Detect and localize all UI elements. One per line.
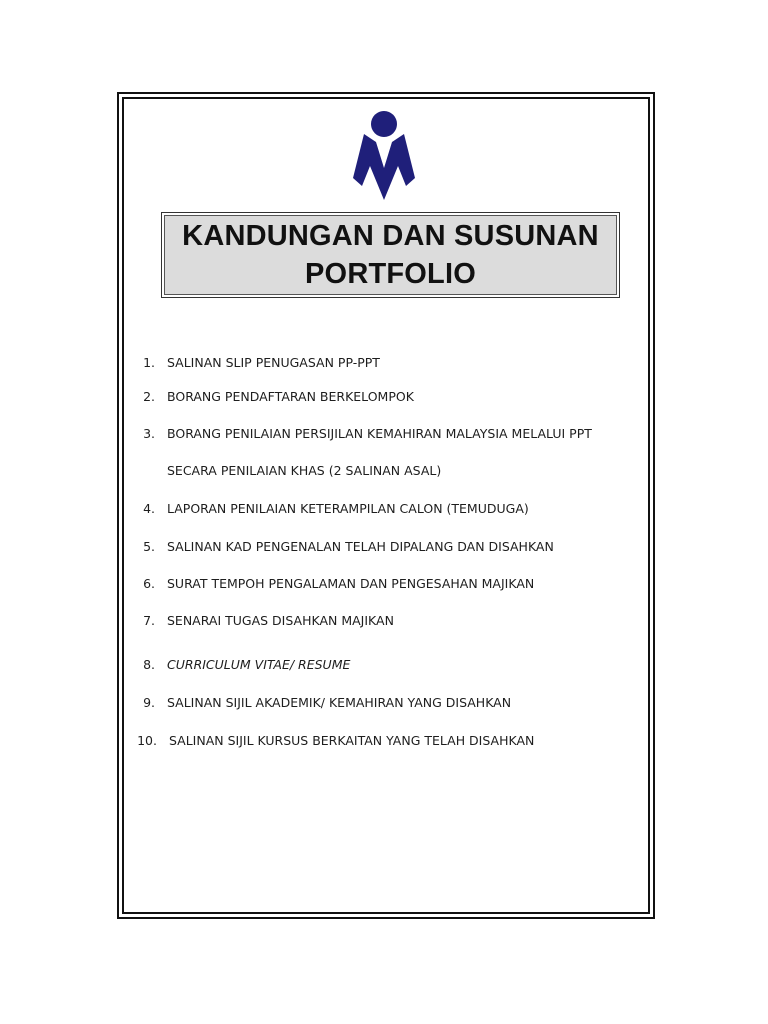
list-item-number: 7. bbox=[143, 613, 155, 628]
list-item-number: 10. bbox=[137, 733, 157, 748]
title-line-2: PORTFOLIO bbox=[305, 258, 476, 290]
list-item-text: SURAT TEMPOH PENGALAMAN DAN PENGESAHAN MAJIKAN bbox=[167, 576, 535, 591]
list-item-number: 1. bbox=[143, 355, 155, 370]
list-item-number: 8. bbox=[143, 657, 155, 672]
list-item-number: 2. bbox=[143, 389, 155, 404]
list-item-text: SALINAN KAD PENGENALAN TELAH DIPALANG DAN DISAHKAN bbox=[167, 539, 554, 554]
list-item bbox=[143, 613, 394, 629]
list-item-text: LAPORAN PENILAIAN KETERAMPILAN CALON (TEMUDUGA) bbox=[167, 501, 529, 516]
list-item-text: SALINAN SIJIL AKADEMIK/ KEMAHIRAN YANG DISAHKAN bbox=[167, 695, 512, 710]
title-box bbox=[161, 212, 620, 298]
list-item-number: 9. bbox=[143, 695, 155, 710]
list-item-text: BORANG PENDAFTARAN BERKELOMPOK bbox=[167, 389, 414, 404]
list-item-text: CURRICULUM VITAE/ RESUME bbox=[167, 657, 351, 672]
list-item bbox=[143, 657, 351, 673]
list-item bbox=[143, 355, 380, 371]
list-item-continuation bbox=[167, 463, 441, 479]
list-item bbox=[137, 733, 535, 749]
list-item bbox=[143, 539, 554, 555]
list-item-text: SENARAI TUGAS DISAHKAN MAJIKAN bbox=[167, 613, 394, 628]
title-line-1: KANDUNGAN DAN SUSUNAN bbox=[182, 220, 599, 252]
list-item-text: SALINAN SIJIL KURSUS BERKAITAN YANG TELAH DISAHKAN bbox=[169, 733, 535, 748]
list-item bbox=[143, 576, 535, 592]
list-item-number: 5. bbox=[143, 539, 155, 554]
organization-logo-icon bbox=[352, 108, 416, 200]
list-item-text: SECARA PENILAIAN KHAS (2 SALINAN ASAL) bbox=[167, 463, 442, 478]
list-item-number: 3. bbox=[143, 426, 155, 441]
list-item-number: 4. bbox=[143, 501, 155, 516]
list-item bbox=[143, 389, 414, 405]
list-item-number: 6. bbox=[143, 576, 155, 591]
list-item bbox=[143, 501, 529, 517]
list-item-text: SALINAN SLIP PENUGASAN PP-PPT bbox=[167, 355, 380, 370]
list-item bbox=[143, 426, 592, 442]
list-item bbox=[143, 695, 512, 711]
list-item-text: BORANG PENILAIAN PERSIJILAN KEMAHIRAN MALAYSIA MELALUI PPT bbox=[167, 426, 592, 441]
